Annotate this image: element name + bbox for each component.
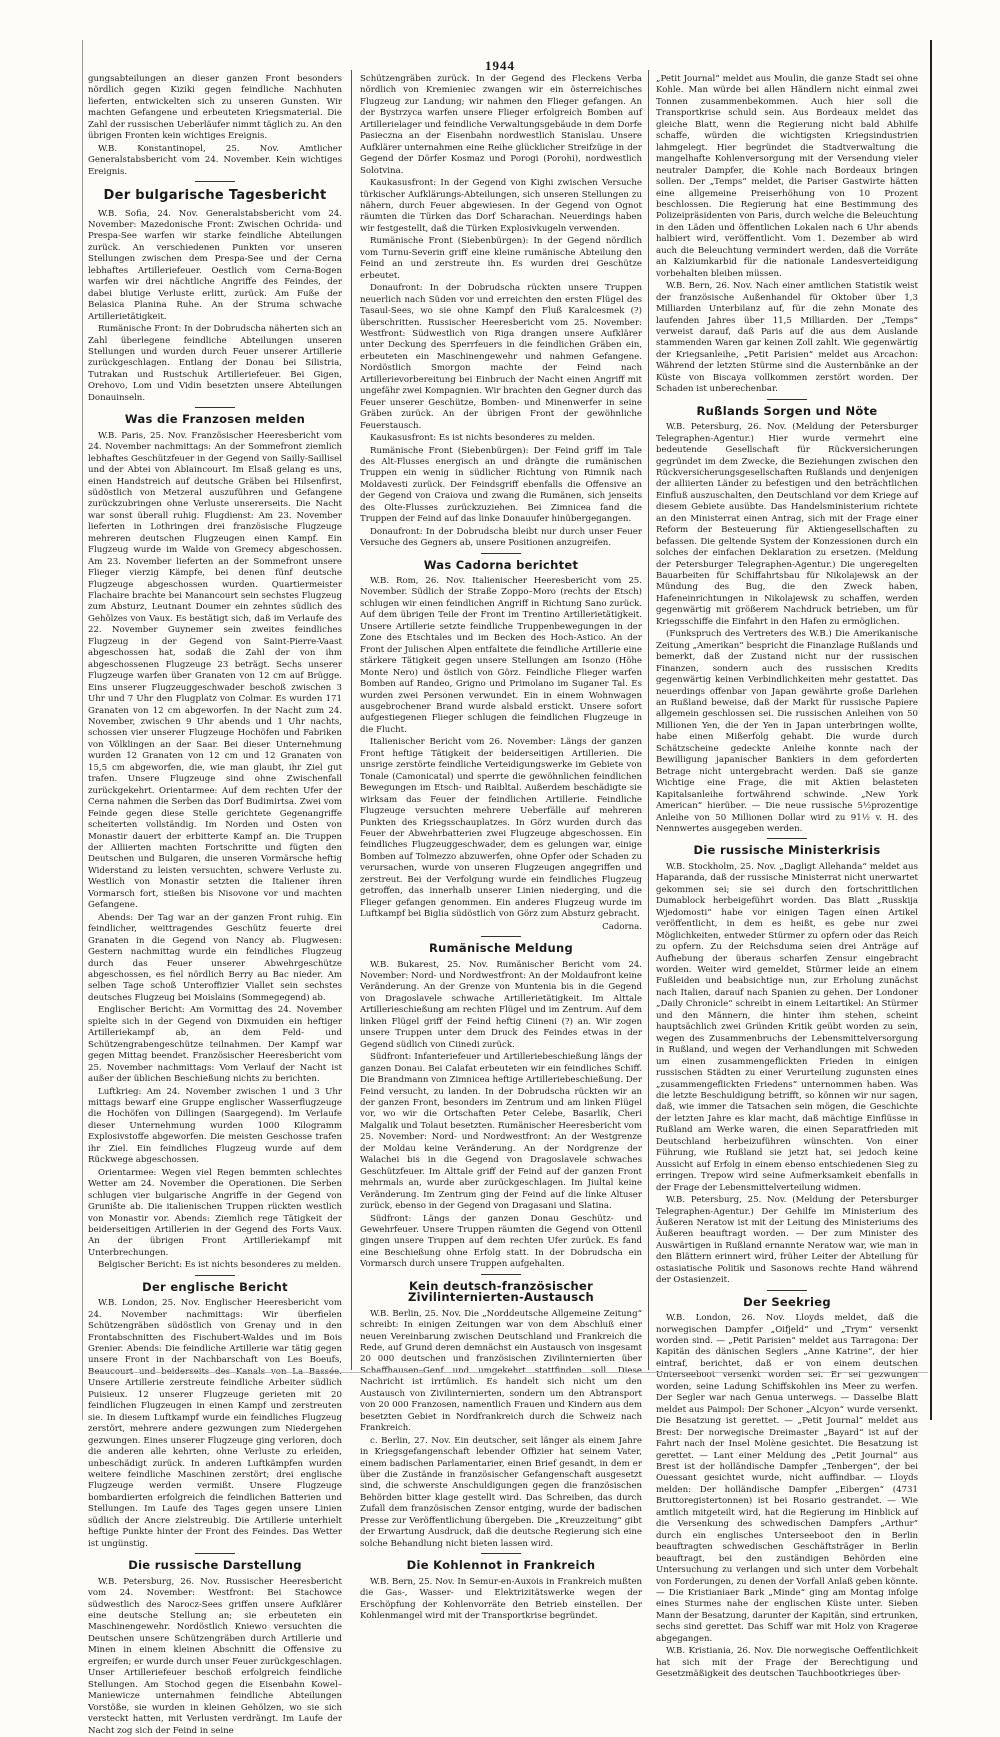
- headline-english-report: Der englische Bericht: [142, 1279, 288, 1294]
- article-paragraph: W.B. Paris, 25. Nov. Französischer Heeresbericht vom 24. November nachmittags: An der Sommefront ziemlich lebhaftes Geschützfeuer in der Gegend von Sailly-Saillisel und der Abtei von Ablaincourt. Im Elsaß gelang es uns, einen Handstreich auf deutsche Gräben bei Hilsenfirst, südöstlich von Metzeral auszuführen und Gefangene zurückzubringen ohne Verluste unsererseits. Die Nacht war sonst überall ruhig. Flugdienst: Am 23. November lieferten in Lothringen drei französische Flugzeuge mehreren deutschen Flugzeugen einen Kampf. Ein Flugzeug wurde im Walde von Gremecy abgeschossen. Am 23. November lieferten an der Sommefront unsere Flieger vierzig Kämpfe, bei denen fünf deutsche Flugzeuge abgeschossen wurden. Quartiermeister Flachaire brachte bei Manancourt sein sechstes Flugzeug zum Absturz, Leutnant Doumer ein zehntes südlich des Gehölzes von Vaux. Es bestätigt sich, daß im Verlaufe des 22. November Guynemer sein zweites feindliches Flugzeug in der Gegend von Saint-Pierre-Vaast abgeschossen hat, sodaß die Zahl der von ihm abgeschossenen Flugzeuge 23 beträgt. Sechs unserer Flugzeuge warfen über Granaten von 12 cm auf Brügge. Eins unserer Flugzeuggeschwader beschoß zwischen 3 Uhr und 7 Uhr den Flugplatz von Colmar. Es wurden 171 Granaten von 12 cm abgeworfen. In der Nacht zum 24. November, zwischen 9 Uhr abends und 1 Uhr nachts, schossen vier unserer Flugzeuge Hochöfen und Fabriken von Völklingen an der Saar. Bei dieser Unternehmung wurden 12 Granaten von 12 cm und 12 Granaten von 15,5 cm abgeworfen, die, wie man glaubt, ihr Ziel gut trafen. Unsere Flugzeuge sind ohne Zwischenfall zurückgekehrt. Orientarmee: Auf dem rechten Ufer der Cerna nahmen die Serben das Dorf Budimirtsa. Zwei vom Feinde gegen diese Stelle gerichtete Gegenangriffe scheiterten vollständig. Im Norden und Osten von Monastir dauert der erbitterte Kampf an. Die Truppen der Alliierten machten Fortschritte und fügten den Deutschen und Bulgaren, die unseren Vormärsche heftig Widerstand zu leisten versuchten, schwere Verluste zu. Westlich von Monastir setzten die Italiener ihren Vormarsch fort, stießen bis Nisovone vor und machten Gefangene.: [88, 430, 342, 911]
- article-paragraph: Rumänische Front (Siebenbürgen): In der Gegend nördlich vom Turnu-Severin griff eine kleine rumänische Abteilung den Feind an und zerstreute ihn. Es wurden drei Geschütze erbeutet.: [360, 236, 642, 281]
- separator: [481, 553, 521, 554]
- article-paragraph: W.B. Petersburg, 25. Nov. (Meldung der Petersburger Telegraphen-Agentur.) Der Gehilfe im Ministerium des Äußeren Neratow ist mit der Leitung des Ministeriums des Äußeren beauftragt worden. — Der zum Minister des Auswärtigen in Rußland ernannte Neratow war, wie man in den Blättern erinnert wird, früher Leiter der Abteilung für ostasiatische Politik und Sasonows rechte Hand während der Ostasienzeit.: [656, 1195, 918, 1286]
- headline-romanian-report: Rumänische Meldung: [429, 941, 573, 956]
- article-paragraph: Rumänische Front (Siebenbürgen): Der Feind griff im Tale des Alt-Flusses energisch an und drängte die rumänischen Truppen ein wenig in südlicher Richtung von Rimnik nach Moldavesti zurück. Der Feindsgriff ebenfalls die Offensive an der Gegend von Craiova und zwang die Rumänen, sich jenseits des Olte-Flusses zurückzuziehen. Bei Zimnicea fand die Truppen der Feind auf das linke Donauufer hinübergegangen.: [360, 445, 642, 525]
- headline-naval-war: Der Seekrieg: [743, 1294, 831, 1309]
- article-paragraph: Südfront: Längs der ganzen Donau Geschütz- und Gewehrfeuer. Unsere Truppen räumten die Gegend von Ottenil gingen unsere Truppen auf dem rechten Ufer zurück. Es fand eine Beschießung ohne Erfolg statt. In der Dobrudscha ein Vormarsch durch unsere Truppen aufgehalten.: [360, 1213, 642, 1270]
- article-paragraph: c. Berlin, 27. Nov. Ein deutscher, seit länger als einem Jahre in Kriegsgefangenschaft lebender Offizier hat seinem Vater, einem badischen Parlamentarier, einen Brief gesandt, in dem er über die Zustände in französischer Gefangenschaft ausgesetzt sind, die schwerste Anschuldigungen gegen die französischen Behörden bitter klage gestellt wird. Das Schreiben, das durch Zufall dem französischen Zensor entging, wurde der badischen Presse zur Veröffentlichung übergeben. Die „Kreuzzeitung“ gibt der Erwartung Ausdruck, daß die deutsche Regierung sich eine solche Behandlung nicht bieten lassen wird.: [360, 1435, 642, 1549]
- article-paragraph: W.B. Berlin, 25. Nov. Die „Norddeutsche Allgemeine Zeitung“ schreibt: In einigen Zeitungen war von dem Abschluß einer neuen Vereinbarung zwischen Deutschland und Frankreich die Rede, auf Grund deren demnächst ein Austausch von insgesamt 20 000 deutschen und französischen Zivilinternierten über Schaffhausen–Genf und umgekehrt stattfinden soll. Diese Nachricht ist irrtümlich. Es handelt sich nicht um den Austausch von Zivilinternierten, sondern um den Abtransport von 20 000 Franzosen, namentlich Frauen und Kindern aus dem besetzten Gebiet in Nordfrankreich durch die Schweiz nach Frankreich.: [360, 1308, 642, 1434]
- article-paragraph: gungsabteilungen an dieser ganzen Front besonders nördlich gegen Kiziki gegen feindliche Nachhuten lieferten, entwickelten sich zu unseren Gunsten. Wir machten Gefangene und erbeuteten Kriegsmaterial. Die Zahl der russischen Ueberläufer nimmt täglich zu. An den übrigen Fronten kein wichtiges Ereignis.: [88, 74, 342, 142]
- headline-russian-report: Die russische Darstellung: [128, 1558, 302, 1573]
- article-paragraph: Kaukasusfront: In der Gegend von Kighi zwischen Versuche türkischer Aufklärungs-Abteilungen, sich unseren Stellungen zu nähern, durch Feuer abgewiesen. In der Gegend von Ognot räumten die Türken das Dorf Scharachan. Neuerdings haben wir festgestellt, daß die Türken Explosivkugeln verwenden.: [360, 178, 642, 234]
- page-right-edge: [930, 40, 932, 1420]
- column-divider: [351, 70, 352, 1370]
- article-paragraph: „Petit Journal“ meldet aus Moulin, die ganze Stadt sei ohne Kohle. Man würde bei allen Händlern nicht einmal zwei Tonnen zusammenbekommen. Auch hier soll die Transportkrise schuld sein. Aus Bordeaux meldet das gleiche Blatt, wenn die Regierung nicht bald Abhilfe schaffe, würden die wichtigsten Kriegsindustrien lahmgelegt. Hier begründet die Stadtverwaltung die mangelhafte Kohlenversorgung mit der Versendung vieler neutraler Dampfer, die Kohle nach Bordeaux bringen sollen. Der „Temps“ meldet, die Pariser Gastwirte hätten eine allgemeine Preiserhöhung von 10 Prozent beschlossen. Die Regierung hat eine Bestimmung des Polizeipräsidenten von Paris, durch welche die Beleuchtung in den Läden und öffentlichen Lokalen nach 6 Uhr abends halbiert wird, veröffentlicht. Vom 1. Dezember ab wird auch die Beleuchtung vermindert werden, daß die Vorräte an Kalziumkarbid für die nationale Landesverteidigung vorbehalten bleiben müssen.: [656, 74, 918, 279]
- headline-coal-shortage: Die Kohlennot in Frankreich: [406, 1558, 596, 1573]
- separator: [195, 1553, 235, 1554]
- article-paragraph: W.B. Bukarest, 25. Nov. Rumänischer Bericht vom 24. November: Nord- und Nordwestfront: An der Moldaufront keine Veränderung. An der Grenze von Muntenia bis in die Gegend von Dragoslavele schwache Artillerietätigkeit. Im Alttale Artillerieschießung am rechten Flügel und im Zentrum. Auf dem linken Flügel griff der Feind heftig Ciineni (?) an. Wir zogen unsere Truppen unter dem Druck des Feindes etwas in der Gegend südlich von Ciinedi zurück.: [360, 959, 642, 1050]
- article-paragraph: W.B. Konstantinopel, 25. Nov. Amtlicher Generalstabsbericht vom 24. November. Kein wichtiges Ereignis.: [88, 143, 342, 177]
- article-paragraph: Südfront: Infanteriefeuer und Artilleriebeschießung längs der ganzen Donau. Bei Calafat erbeuteten wir ein feindliches Schiff. Die Brandmann von Zimnicea heftige Artilleriebeschießung. Der Feind versucht, zu landen. In der Dobrudscha rückten wir an der ganzen Front, besonders im Zentrum und am linken Flügel vor, wo wir die Ortschaften Peter Celebe, Basarlik, Cheri Malgalik und Tolaut besetzten. Rumänischer Heeresbericht vom 25. November: Nord- und Nordwestfront: An der Westgrenze der Moldau keine Veränderung. An der Nordgrenze der Walachei bis in die Gegend von Dragoslavele schwaches Geschützfeuer. Im Alttale griff der Feind auf der ganzen Front mehrmals an, wurde aber zurückgeschlagen. Im Jiultal keine Veränderung. Im Zentrum ging der Feind auf die linke Altuser zurück, ebenso in der Gegend von Dragasani und Slatina.: [360, 1052, 642, 1212]
- article-paragraph: Donaufront: In der Dobrudscha rückten unsere Truppen neuerlich nach Süden vor und erreichten den ersten Flügel des Tasaul-Sees, wo sie ohne Kampf den Fluß Karalcesmek (?) überschritten. Russischer Heeresbericht vom 25. November: Westfront: Südwestlich von Riga drangen unsere Aufklärer unter Deckung des Sperrfeuers in die feindlichen Gräben ein, erbeuteten ein Maschinengewehr und nahmen Gefangene. Nordöstlich Smorgon machte der Feind nach Artillerievorbereitung bei Einbruch der Nacht einen Angriff mit ungefähr zwei Kompagnien. Wir brachten den Gegner durch das Feuer unserer Geschütze, Bomben- und Minenwerfer in seine Gräben zurück. An der übrigen Front der gewöhnliche Feuerstausch.: [360, 283, 642, 431]
- article-paragraph: W.B. Petersburg, 26. Nov. Russischer Heeresbericht vom 24. November: Westfront: Bei Stachowce südwestlich des Narocz-Sees griffen unsere Aufklärer eine deutsche Stellung an; sie erbeuteten ein Maschinengewehr. Nordöstlich Kniewo versuchten die Deutschen unsere Schützengräben durch Artillerie und Minen in einem kleinen Abschnitt die Offensive zu ergreifen; er wurde durch unser Feuer zurückgeschlagen. Unser Artilleriefeuer beschoß erfolgreich feindliche Stellungen. Am Stochod gegen die Eisenbahn Kowel–Maniewicze unternahmen feindliche Abteilungen Vorstöße, sie wurden in kleinen Gehölzen, wo sie sich versteckt hatten, mit Verlusten verdrängt. Im Laufe der Nacht zog sich der Feind in seine: [88, 1576, 342, 1736]
- article-paragraph: Donaufront: In der Dobrudscha bleibt nur durch unser Feuer Versuche des Gegners ab, unsere Positionen anzugreifen.: [360, 526, 642, 549]
- article-paragraph: W.B. Kristiania, 26. Nov. Die norwegische Oeffentlichkeit hat sich mit der Frage der Berechtigung und Gesetzmäßigkeit des deutschen Tauchbootkrieges über-: [656, 1646, 918, 1680]
- separator: [481, 936, 521, 937]
- article-paragraph: Abends: Der Tag war an der ganzen Front ruhig. Ein feindlicher, weittragendes Geschütz feuerte drei Granaten in die Gegend von Nancy ab. Flugwesen: Gestern nachmittag wurde ein feindliches Flugzeug durch das Feuer unserer Abwehrgeschütze abgeschossen, es fiel nördlich Berry au Bac nieder. Am selben Tage schoß Unteroffizier Viallet sein sechstes deutsches Flugzeug bei Moislains (Sommegegend) ab.: [88, 912, 342, 1003]
- column-left: [88, 74, 342, 1736]
- separator: [195, 407, 235, 408]
- article-paragraph: Italienischer Bericht vom 26. November: Längs der ganzen Front heftige Tätigkeit der beiderseitigen Artillerien. Die unsrige zerstörte feindliche Verteidigungswerke im Gebiete von Tonale (Camonicatal) und sperrte die gewöhnlichen feindlichen Bewegungen im Etsch- und Raibltal. Außerdem beschädigte sie wirksam das Feuer der feindlichen Artillerie. Feindliche Flugzeuge versuchten mehrere Ueberfälle auf mehreren Punkten des Kriegsschauplatzes. In Görz wurden durch das Feuer der Abwehrbatterien zwei Flugzeuge abgeschossen. Ein feindliches Flugzeuggeschwader, dem es gelungen war, einige Bomben auf Tolmezzo abzuwerfen, ohne Opfer oder Schaden zu verursachen, wurde von unseren Flugzeugen angegriffen und zerstreut. Bei der Verfolgung wurde ein feindliches Flugzeug getroffen, das innerhalb unserer Linien niederging, und die Flieger gefangen genommen. Ein anderes Flugzeug wurde im Luftkampf bei Biglia südöstlich von Görz zum Absturz gebracht.: [360, 737, 642, 920]
- article-paragraph: (Funkspruch des Vertreters des W.B.) Die Amerikanische Zeitung „Amerikan“ bespricht die Finanzlage Rußlands und bemerkt, daß der Zustand nicht nur der russischen Finanzen, sondern auch des russischen Kredits gegenwärtig keinen Verbindlichkeiten mehr gestattet. Das neuerdings offenbar von Japan gewährte große Darlehen an Rußland beweise, daß der Markt für russische Papiere allgemein geschlossen sei. Die russischen Anleihen von 50 Millionen Yen, die der Yen in Japan unterbringen wollte, habe einen Mißerfolg gehabt. Die wurde durch Schätzscheine gedeckte Anleihe konnte nach der Bewilligung japanischer Bankiers in dem geforderten Betrage nicht untergebracht werden. Daß sie ganze Wichtige eine Frage, die mit Aktien belasteten Kapitalsanleihe fortwährend schwinde. „New York American“ hierüber. — Die neue russische 5½prozentige Anleihe von 50 Millionen Dollar wird zu 91½ v. H. des Nennwertes ausgegeben werden.: [656, 629, 918, 834]
- article-paragraph: Englischer Bericht: Am Vormittag des 24. November spielte sich in der Gegend von Dixmuiden ein heftiger Artilleriekampf ab, an dem Feld- und Schützengrabengeschütze teilnahmen. Der Kampf war gegen Mittag beendet. Französischer Heeresbericht vom 25. November nachmittags: Vom Verlauf der Nacht ist außer der üblichen Beschießung nichts zu berichten.: [88, 1005, 342, 1085]
- article-paragraph: Orientarmee: Wegen viel Regen bemmten schlechtes Wetter am 24. November die Operationen. Die Serben schlugen vier bulgarische Angriffe in der Gegend von Grunište ab. Die italienischen Truppen rückten westlich von Monastir vor. Abends: Ziemlich rege Tätigkeit der beiderseitigen Artillerien in der Gegend des Forts Vaux. An der übrigen Front Artilleriekampf mit Unterbrechungen.: [88, 1167, 342, 1258]
- article-paragraph: Kaukasusfront: Es ist nichts besonderes zu melden.: [370, 433, 596, 444]
- headline-cadorna-report: Was Cadorna berichtet: [423, 557, 579, 572]
- separator: [767, 1290, 807, 1291]
- page-left-edge: [82, 40, 83, 1420]
- article-paragraph: W.B. London, 26. Nov. Lloyds meldet, daß die norwegischen Dampfer „Oifjeld“ und „Trym“ versenkt worden sind. — „Petit Parisien“ meldet aus Tarragona: Der Kapitän des dänischen Seglers „Anne Katrine“, der hier eintraf, berichtet, daß er von einem deutschen Unterseeboot versenkt worden sei. Er sei gezwungen worden, seine Ladung Schiffskohlen ins Meer zu werfen. Der Segler war nach Genua unterwegs. — Dasselbe Blatt meldet aus Paimpol: Der Schoner „Alcyon“ wurde versenkt. Die Besatzung ist gerettet. — „Petit Journal“ meldet aus Brest: Der norwegische Dreimaster „Bayard“ ist auf der Fahrt nach der Insel Molène gesichtet. Die Besatzung ist gerettet. — Lant einer Meldung des „Petit Journal“ aus Brest ist der holländische Dampfer „Tenbergen“, der bei Ouessant gesichtet wurde, nicht auffindbar. — Lloyds melden: Der holländische Dampfer „Eibergen“ (4731 Bruttoregistertonnen) ist bei Rosario gestrandet. — Wie amtlich mitgeteilt wird, hat die Regierung im Hinblick auf die Versenkung des schwedischen Dampfers „Arthur“ durch ein englisches Unterseeboot den in Berlin beauftragten schwedischen Geschäftsträger in Berlin beauftragt, bei den zuständigen Behörden eine Untersuchung zu verlangen und sich unter dem Vorbehalt von Forderungen, zu denen der Vorfall Anlaß geben könnte. — Die Kristianiaer Bark „Minde“ ging am Montag infolge eines Sturmes nahe der englischen Küste unter. Sieben Mann der Besatzung, darunter der Kapitän, sind ertrunken, sechs sind gerettet. Das Schiff war mit Holz von Kragerøe abgegangen.: [656, 1313, 918, 1644]
- headline-civil-internees: Kein deutsch-französischer Zivilinternierten-Austausch: [408, 1278, 594, 1305]
- separator: [481, 1274, 521, 1275]
- column-divider: [648, 70, 649, 1370]
- separator: [481, 1553, 521, 1554]
- article-paragraph: W.B. London, 25. Nov. Englischer Heeresbericht vom 24. November nachmittags: Wir überfielen Schützengräben südöstlich von Grenay und in den Frontabschnitten des Fischubert-Waldes und im Bois Grenier. Abends: Die feindliche Artillerie war tätig gegen unsere Front in der Nachbarschaft von Les Boeufs, Beaucourt und beiderseits des Kanals von La Bassée. Unsere Artillerie zerstreute feindliche Arbeiter südlich Puisieux. 12 unserer Flugzeuge gerieten mit 20 feindlichen Flugzeugen in einen Kampf und zerstreuten sie. In diesem Luftkampf wurde ein feindliches Flugzeug zerstört, mehrere andere gezwungen zum Niedergehen gezwungen. Eines unserer Flugzeuge ging verloren, doch die anderen alle kehrten, ohne Verluste zu erleiden, unbeschädigt zurück. In anderen Luftkämpfen wurden weitere feindliche Maschinen zerstört; drei englische Flugzeuge werden vermißt. Unsere Flugzeuge bombardierten erfolgreich die feindlichen Batterien und Stellungen. Im Laufe des Tages gegen unsere Linien südlich der Ancre zielstreubig. Die Artillerie unterhielt heftige Punkte hinter der Front des Feindes. Das Wetter ist ungünstig.: [88, 1298, 342, 1549]
- page-bottom-margin: [88, 1372, 928, 1413]
- article-signature: Cadorna.: [602, 921, 642, 932]
- column-middle: [360, 74, 642, 1621]
- article-paragraph: W.B. Bern, 25. Nov. In Semur-en-Auxois in Frankreich mußten die Gas-, Wasser- und Elektrizitätswerke wegen der Erschöpfung der Kohlenvorräte den Betrieb einstellen. Der Kohlenmangel wird mit der Transportkrise begründet.: [360, 1576, 642, 1621]
- separator: [767, 838, 807, 839]
- article-paragraph: W.B. Petersburg, 26. Nov. (Meldung der Petersburger Telegraphen-Agentur.) Hier wurde vermehrt eine bedeutende Gesellschaft für Rückversicherungen gegründet im dem Zwecke, die Beziehungen zwischen den Rückversicherungsgesellschaften Rußlands und denjenigen der alliierten Länder zu befestigen und den beträchtlichen Einfluß auszuschalten, den Deutschland vor dem Kriege auf diesem Gebiete ausübte. Das Handelsministerium richtete an den Ministerrat einen Antrag, sich mit der Frage einer Reform der Besteuerung für Aktiengesellschaften zu befassen. Die geltende System der Konzessionen durch ein solches der einfachen Deklaration zu ersetzen. (Meldung der Petersburger Telegraphen-Agentur.) Die ungeregelten Bauarbeiten für Schiffahrtsbau für Nikolajewsk an der Mündung des Bug, die den Zweck haben, Hafeneinrichtungen in Nikolajewsk zu schaffen, werden gegenwärtig mit größerem Nachdruck betrieben, um für Kriegsschiffe die Einfahrt in den Hafen zu ermöglichen.: [656, 422, 918, 627]
- headline-bulgarian-report: Der bulgarische Tagesbericht: [103, 188, 327, 204]
- headline-ministerial-crisis: Die russische Ministerkrisis: [693, 843, 881, 858]
- article-paragraph: W.B. Bern, 26. Nov. Nach einer amtlichen Statistik weist der französische Außenhandel für Oktober über 1,3 Milliarden Unterbilanz auf, für die zehn Monate des laufenden Jahres über 11,5 Milliarden. Der „Temps“ verweist darauf, daß Paris auf die aus dem Auslande stammenden Waren gar keinen Zoll zahlt. Wie gegenwärtig der Kriegsanleihe, „Petit Parisien“ meldet aus Arcachon: Während der letzten Stürme sind die Austernbänke an der Küste von Biscaya vollkommen zerstört worden. Der Schaden ist unberechenbar.: [656, 281, 918, 395]
- separator: [195, 1275, 235, 1276]
- article-paragraph: W.B. Rom, 26. Nov. Italienischer Heeresbericht vom 25. November. Südlich der Straße Zoppo–Moro (rechts der Etsch) schlugen wir einen feindlichen Angriff in Richtung Sano zurück. Auf dem übrigen Teile der Front im Trentino Artillerietätigkeit. Unsere Artillerie setzte feindliche Truppenbewegungen in der Zone des Etschtales und im Becken des Hoch-Astico. An der Front der Julischen Alpen entfaltete die feindliche Artillerie eine stärkere Tätigkeit gegen unsere Stellungen am Isonzo (Höhe Monte Nero) und östlich von Görz. Feindliche Flieger warfen Bomben auf Randeo, Grigno und Primolano im Suganer Tal. Es wurden zwei Personen verwundet. Ein in einem Wohnwagen ausgebrochener Brand wurde alsbald erstickt. Unsere sofort aufgestiegenen Flieger schlugen die feindlichen Flugzeuge in die Flucht.: [360, 576, 642, 735]
- separator: [195, 181, 235, 182]
- column-right: [656, 74, 918, 1680]
- article-paragraph: Belgischer Bericht: Es ist nichts besonderes zu melden.: [98, 1260, 342, 1271]
- headline-french-report: Was die Franzosen melden: [124, 412, 306, 427]
- article-paragraph: Schützengräben zurück. In der Gegend des Fleckens Verba nördlich von Kremieniec zwangen wir ein österreichisches Flugzeug zur Landung; wir nahmen den Flieger gefangen. An der Bystrzyca warfen unsere Flieger erfolgreich Bomben auf Artillerielager und feindliche Verwaltungsgebäude in dem Dorfe Pasieczna an der Eisenbahn nordwestlich Stanislau. Unsere Aufklärer unternahmen eine Reihe glücklicher Streifzüge in der Gegend der Dörfer Kosmaz und Porogi (Porohi), nordwestlich Solotvina.: [360, 74, 642, 176]
- article-paragraph: W.B. Sofia, 24. Nov. Generalstabsbericht vom 24. November: Mazedonische Front: Zwischen Ochrida- und Prespa-See warfen wir starke feindliche Abteilungen zurück. An verschiedenen Punkten vor unseren Stellungen zwischen dem Prespa-See und der Cerna lebhaftes Artilleriefeuer. Oestlich vom Cerna-Bogen warfen wir drei nächtliche Angriffe des Feindes, der dabei blutige Verluste erlitt, zurück. Am Fuße der Belasica Planina Ruhe. An der Struma schwache Artillerietätigkeit.: [88, 208, 342, 322]
- article-paragraph: Luftkrieg: Am 24. November zwischen 1 und 3 Uhr mittags bewarf eine Gruppe englischer Wasserflugzeuge die Hochöfen von Dillingen (Saargegend). Im Verlaufe dieser Unternehmung wurden 1000 Kilogramm Explosivstoffe abgeworfen. Die meisten Geschosse trafen ihr Ziel. Ein feindliches Flugzeug wurde auf dem Rückwege abgeschossen.: [88, 1086, 342, 1166]
- article-paragraph: W.B. Stockholm, 25. Nov. „Dagligt Allehanda“ meldet aus Haparanda, daß der russische Ministerrat nicht unerwartet gekommen sei; sie sei durch den fortschrittlichen Dumablock herbeigeführt worden. Das Blatt „Russkija Wjedomosti“ habe vor einigen Tagen einen Artikel veröffentlicht, in dem es heißt, es gebe nur zwei Möglichkeiten, entweder Stürmer zu opfern oder das Reich zu opfern. Zu der Reichsduma seien drei Anträge auf Aufhebung der überaus scharfen Zensur eingebracht worden. Weiter wird gemeldet, Stürmer leide an einem Fußleiden und beabsichtige nun, zur Erholung zunächst nach Italien, darauf nach Spanien zu gehen. Der Londoner „Daily Chronicle“ schreibt in einem Leitartikel: An Stürmer und den Männern, die hinter ihm stehen, scheint hauptsächlich zwei Gründen Kritik geübt worden zu sein, wegen des Zusammenbruchs der Lebensmittelversorgung in Rußland, und wegen der Verhandlungen mit Schweden um einen zusammengeflickten Frieden in einigen russischen Städten zu einer Verurteilung zugunsten eines „zusammengeflickten Friedens“ unternommen haben. Was die letzte Beschuldigung betrifft, so können wir nur sagen, daß, wie immer die Tatsachen sein mögen, die Geschichte der letzten Jahre es klar macht, daß mächtige Einflüsse in Rußland am Werke waren, die einen Separatfrieden mit Deutschland herbeizuführen wünschten. Von einer Führung, wie Rußland sie jetzt hat, sei jedoch keine Aussicht auf Erfolg in einem ebenso entschiedenen Sieg zu erringen. Trepow wird seine Aufmerksamkeit ebenfalls in der Frage der Lebensmittelverteilung widmen.: [656, 861, 918, 1193]
- article-paragraph: Rumänische Front: In der Dobrudscha näherten sich an Zahl überlegene feindliche Abteilungen unseren Stellungen und wurden durch Feuer unserer Artillerie zurückgeschlagen. Entlang der Donau bei Silistria, Tutrakan und Rustschuk Artilleriefeuer. Bei Gigen, Orehovo, Lom und Vidin besetzten unsere Abteilungen Donauinseln.: [88, 324, 342, 403]
- separator: [767, 399, 807, 400]
- headline-russia-worries: Rußlands Sorgen und Nöte: [696, 403, 878, 418]
- page-number: 1944: [485, 58, 515, 73]
